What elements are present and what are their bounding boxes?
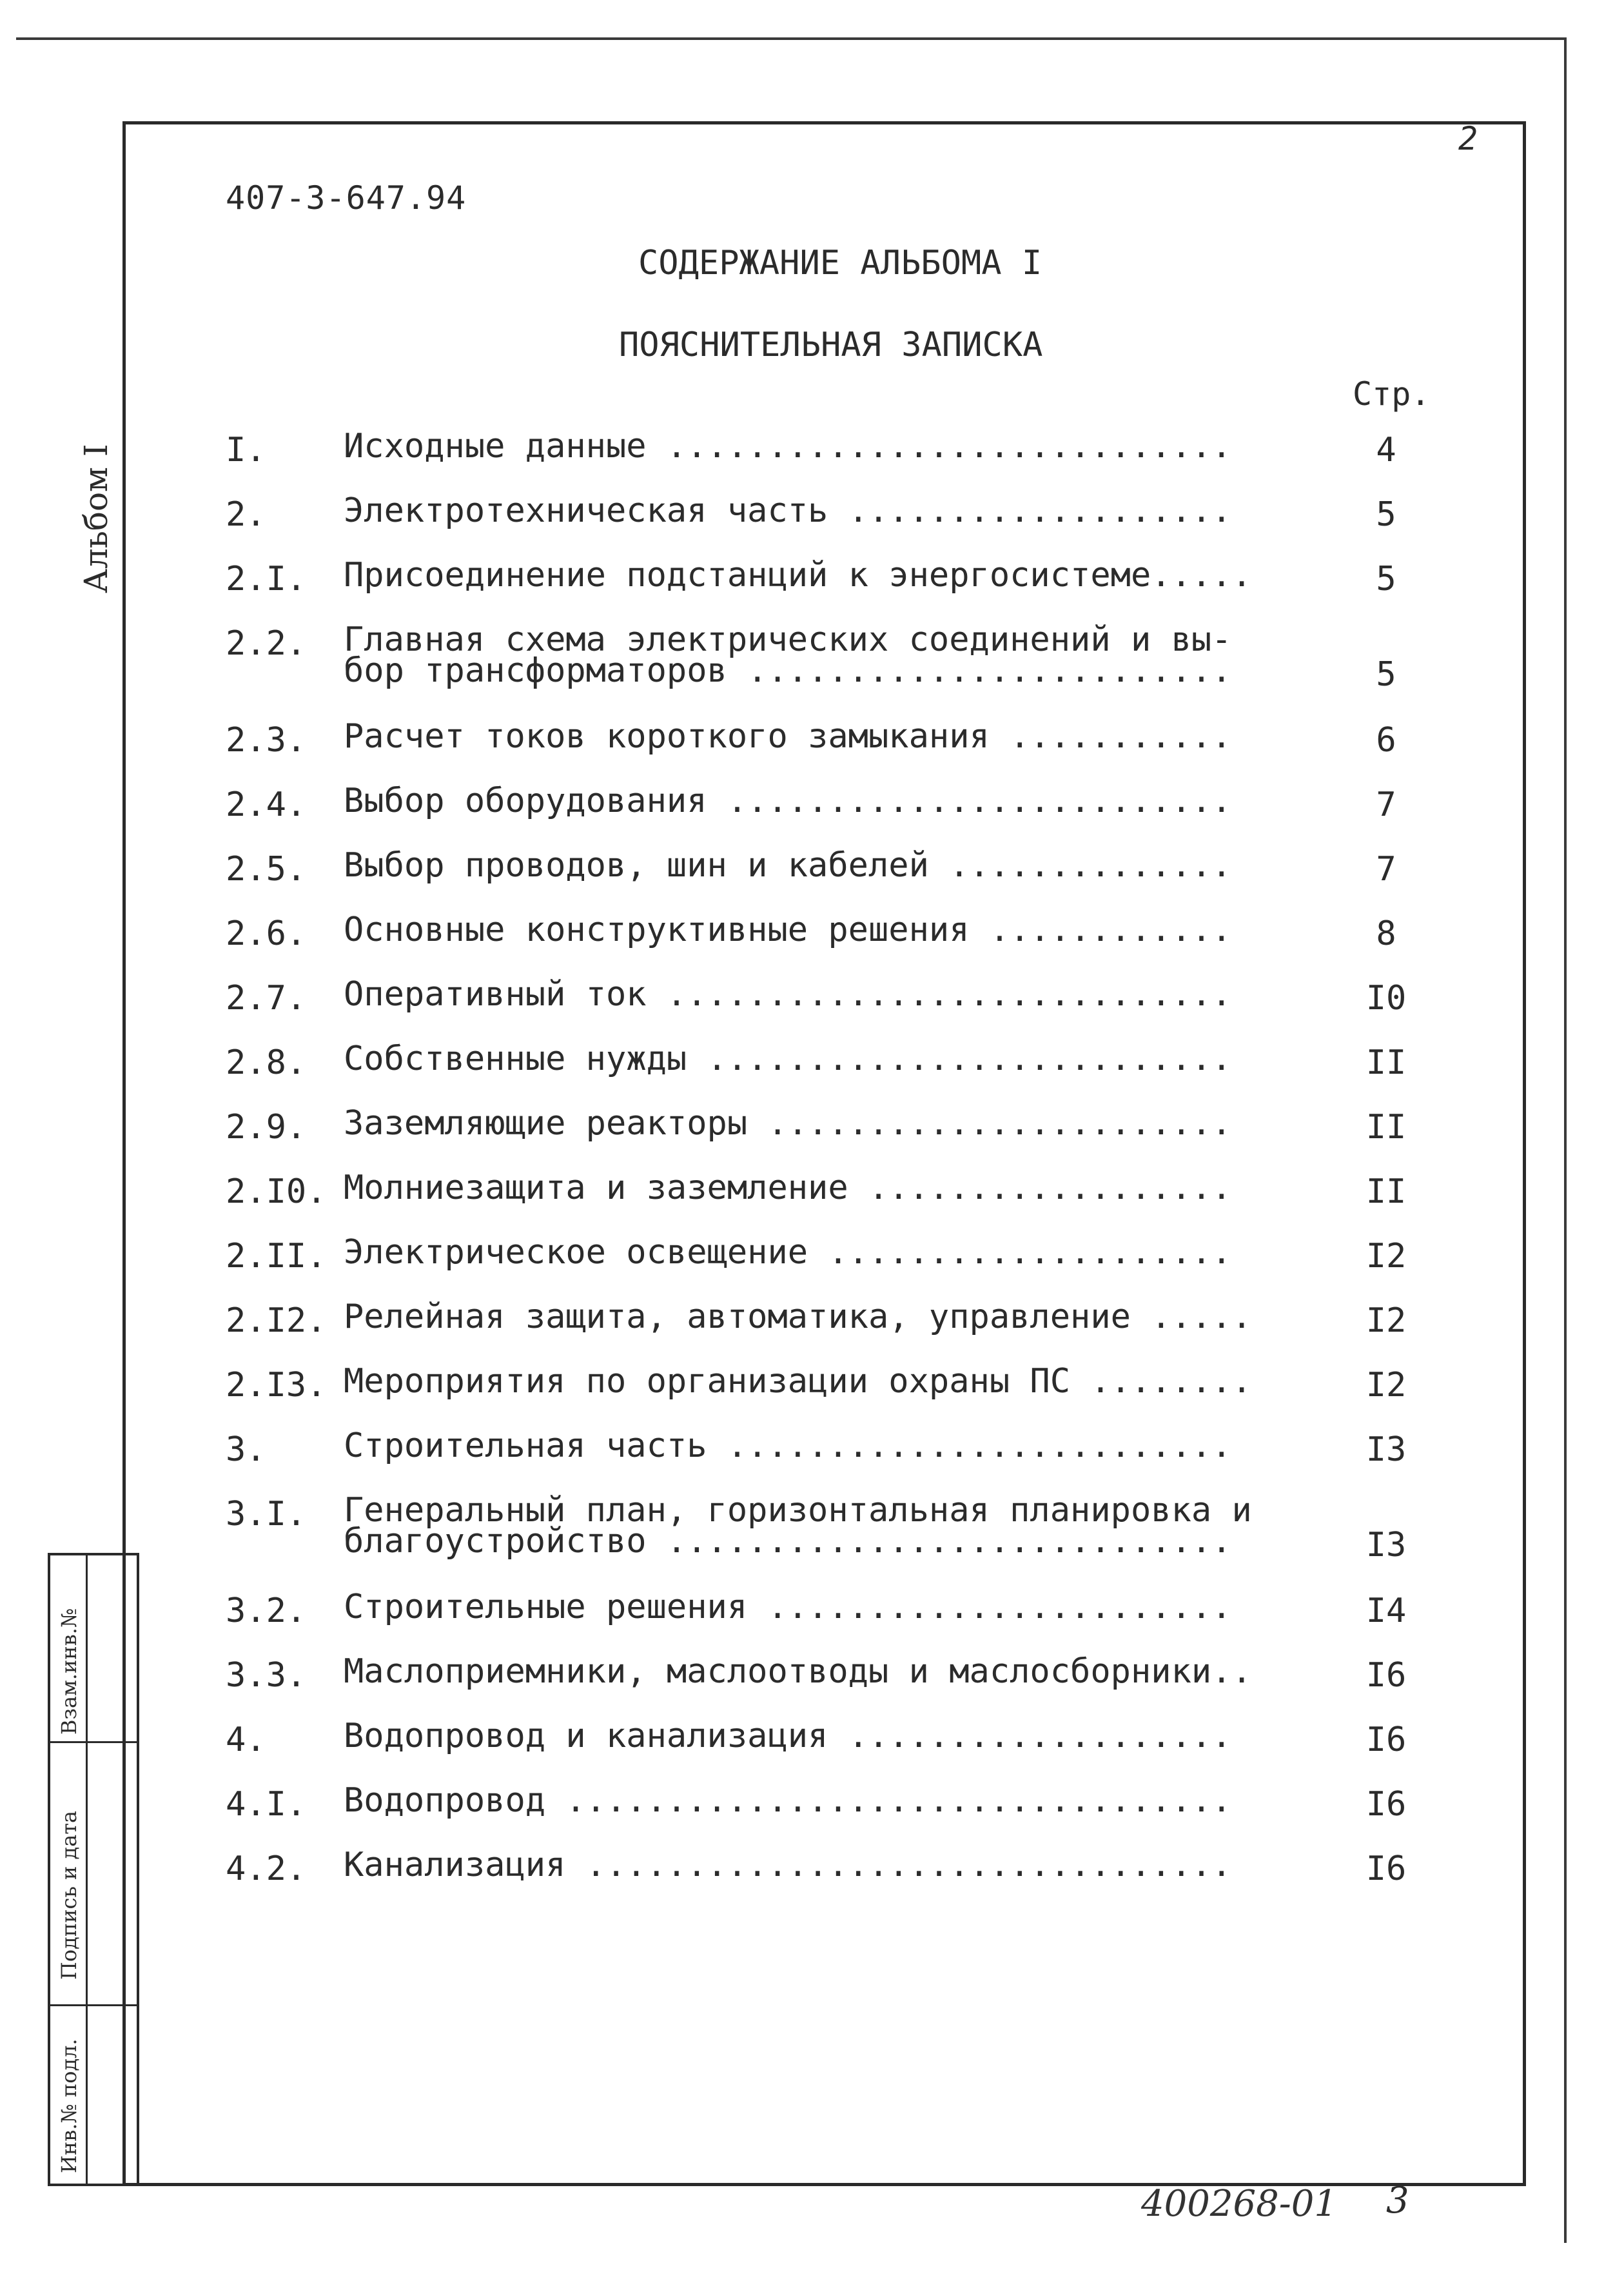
toc-item-page: I6 xyxy=(1365,1656,1407,1695)
toc-item-title: Присоединение подстанций к энергосистеме..... xyxy=(344,556,1252,595)
toc-item-title: Строительная часть ......................... xyxy=(344,1426,1232,1465)
toc-item-page: I2 xyxy=(1365,1301,1407,1340)
stamp-divider xyxy=(48,1741,139,1743)
toc-item-title: Строительные решения ....................... xyxy=(344,1588,1232,1626)
toc-item-title: Электрическое освещение .................... xyxy=(344,1233,1232,1272)
toc-item-title: Маслоприемники, маслоотводы и маслосборники.. xyxy=(344,1652,1252,1691)
sheet-corner-number: 2 xyxy=(1458,120,1478,157)
album-side-label: Альбом I xyxy=(77,444,115,593)
toc-item-page: II xyxy=(1365,1172,1407,1211)
toc-item-page: I2 xyxy=(1365,1237,1407,1276)
toc-item-number: 2.I2. xyxy=(226,1301,327,1340)
toc-item-page: I2 xyxy=(1365,1366,1407,1405)
toc-item-title: Расчет токов короткого замыкания ........... xyxy=(344,717,1232,756)
toc-item-number: 2.2. xyxy=(226,624,307,663)
toc-item-title: Мероприятия по организации охраны ПС ........ xyxy=(344,1362,1252,1401)
toc-item-page: I6 xyxy=(1365,1721,1407,1759)
toc-item-number: 2.6. xyxy=(226,914,307,953)
toc-item-title: Водопровод ................................. xyxy=(344,1781,1232,1820)
stamp-divider xyxy=(48,2004,139,2006)
toc-item-title: Главная схема электрических соединений и вы- xyxy=(344,620,1232,659)
stamp-replace-inv: Взам.инв.№ xyxy=(57,1608,81,1735)
toc-item-title: Релейная защита, автоматика, управление ..... xyxy=(344,1297,1252,1336)
toc-item-page: I6 xyxy=(1365,1850,1407,1888)
toc-item-page: 8 xyxy=(1376,914,1396,953)
toc-item-page: II xyxy=(1365,1043,1407,1082)
toc-item-title: Выбор оборудования ......................... xyxy=(344,782,1232,820)
toc-item-page: 6 xyxy=(1376,721,1396,760)
toc-item-page: 7 xyxy=(1376,850,1396,889)
toc-item-number: 3.I. xyxy=(226,1495,307,1534)
stamp-divider-vertical xyxy=(86,1553,88,2186)
toc-item-number: 2.I0. xyxy=(226,1172,327,1211)
sheet-number: 3 xyxy=(1386,2180,1409,2222)
toc-item-number: 2.4. xyxy=(226,785,307,824)
toc-item-page: II xyxy=(1365,1108,1407,1147)
toc-item-title: Исходные данные ............................ xyxy=(344,427,1232,466)
toc-item-number: 2.8. xyxy=(226,1043,307,1082)
sheet-edge-top xyxy=(16,37,1567,40)
toc-item-title: Выбор проводов, шин и кабелей .............. xyxy=(344,846,1232,885)
toc-item-number: 4. xyxy=(226,1721,266,1759)
toc-item-page: I6 xyxy=(1365,1785,1407,1824)
toc-item-title: Молниезащита и заземление .................. xyxy=(344,1169,1232,1207)
toc-item-title: Генеральный план, горизонтальная планировка и xyxy=(344,1491,1252,1530)
inventory-number: 400268-01 xyxy=(1141,2183,1337,2225)
stamp-sign-date: Подпись и дата xyxy=(57,1810,81,1980)
toc-item-title: Электротехническая часть ................... xyxy=(344,491,1232,530)
toc-item-title: Основные конструктивные решения ............ xyxy=(344,911,1232,949)
toc-item-number: 4.2. xyxy=(226,1850,307,1888)
toc-item-number: 3. xyxy=(226,1430,266,1469)
toc-item-number: 2.9. xyxy=(226,1108,307,1147)
page-title: СОДЕРЖАНИЕ АЛЬБОМА I xyxy=(638,244,1042,282)
page-column-header: Стр. xyxy=(1353,375,1431,413)
toc-item-title: Водопровод и канализация ................... xyxy=(344,1717,1232,1755)
toc-item-title: Заземляющие реакторы ....................... xyxy=(344,1104,1232,1143)
document-code: 407-3-647.94 xyxy=(226,179,467,217)
toc-item-title: бор трансформаторов ........................ xyxy=(344,651,1232,690)
toc-item-number: 2. xyxy=(226,495,266,534)
stamp-inv-orig: Инв.№ подл. xyxy=(57,2038,81,2173)
toc-item-page: 7 xyxy=(1376,785,1396,824)
toc-item-page: I4 xyxy=(1365,1592,1407,1630)
toc-item-page: 5 xyxy=(1376,655,1396,694)
toc-item-page: 5 xyxy=(1376,495,1396,534)
toc-item-number: 2.I. xyxy=(226,560,307,598)
toc-item-number: 2.3. xyxy=(226,721,307,760)
toc-item-number: 2.7. xyxy=(226,979,307,1018)
toc-item-number: 2.I3. xyxy=(226,1366,327,1405)
toc-item-number: 3.2. xyxy=(226,1592,307,1630)
toc-item-page: I3 xyxy=(1365,1526,1407,1564)
toc-item-number: 2.II. xyxy=(226,1237,327,1276)
section-title: ПОЯСНИТЕЛЬНАЯ ЗАПИСКА xyxy=(619,326,1043,364)
toc-item-page: 5 xyxy=(1376,560,1396,598)
toc-item-title: Канализация ................................ xyxy=(344,1846,1232,1884)
toc-item-number: 4.I. xyxy=(226,1785,307,1824)
toc-item-number: I. xyxy=(226,431,266,469)
toc-item-title: Собственные нужды .......................... xyxy=(344,1040,1232,1078)
toc-item-page: 4 xyxy=(1376,431,1396,469)
toc-item-number: 2.5. xyxy=(226,850,307,889)
toc-item-number: 3.3. xyxy=(226,1656,307,1695)
toc-item-page: I0 xyxy=(1365,979,1407,1018)
toc-item-page: I3 xyxy=(1365,1430,1407,1469)
toc-item-title: Оперативный ток ............................ xyxy=(344,975,1232,1014)
toc-item-title: благоустройство ............................ xyxy=(344,1522,1232,1561)
sheet-edge-right xyxy=(1564,37,1567,2243)
